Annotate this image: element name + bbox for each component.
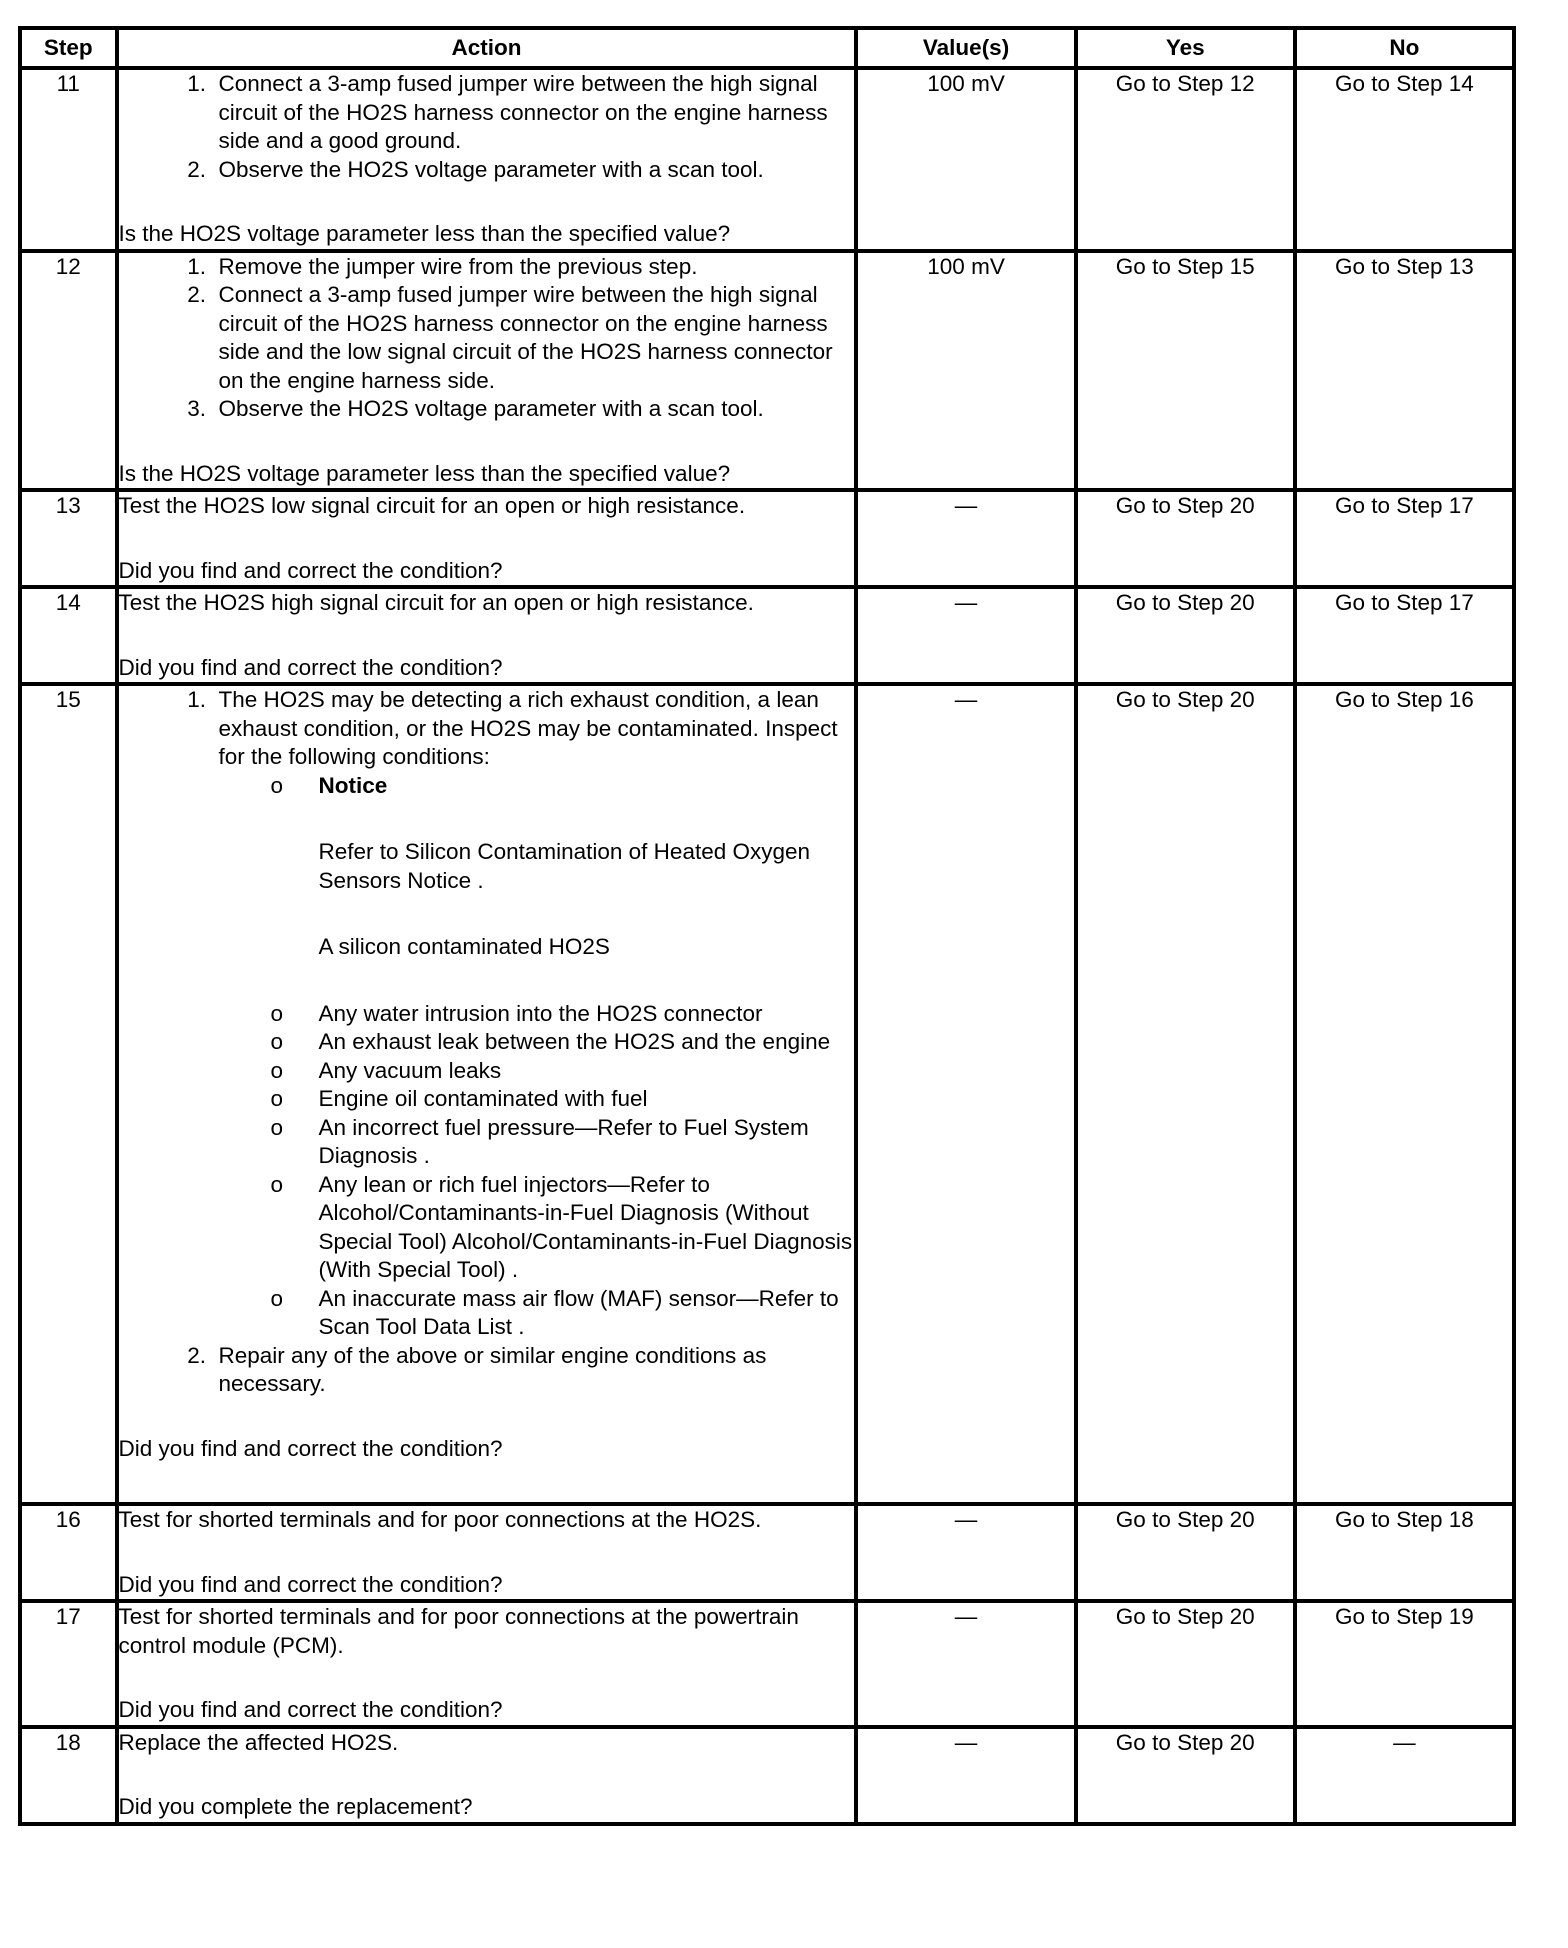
action-cell <box>117 68 857 251</box>
value-cell: — <box>856 1601 1075 1727</box>
condition-item: o Any lean or rich fuel injectors—Refer to Alcohol/Contaminants-in-Fuel Diagnosis (Without Special Tool) Alcohol/Contaminants-in-Fuel Diagnosis (With Special Tool) . <box>319 1171 855 1285</box>
condition-list <box>219 772 855 1342</box>
action-text: Test the HO2S high signal circuit for an open or high resistance. <box>118 590 754 615</box>
no-cell: Go to Step 16 <box>1295 684 1514 1504</box>
action-cell <box>117 684 857 1504</box>
action-cell <box>117 1601 857 1727</box>
action-step: 1. Remove the jumper wire from the previous step. <box>219 253 855 282</box>
header-step: Step <box>20 28 117 68</box>
header-yes: Yes <box>1076 28 1295 68</box>
step-number: 14 <box>20 587 117 684</box>
step-number: 11 <box>20 68 117 251</box>
action-steps <box>119 70 855 184</box>
yes-cell: Go to Step 12 <box>1076 68 1295 251</box>
action-text: Test for shorted terminals and for poor connections at the powertrain control module (PCM). <box>118 1604 799 1658</box>
step-number: 18 <box>20 1727 117 1824</box>
notice-body <box>319 838 855 962</box>
yes-cell: Go to Step 20 <box>1076 490 1295 587</box>
notice-text: A silicon contaminated HO2S <box>318 934 610 959</box>
action-cell <box>117 251 857 491</box>
action-question: Did you find and correct the condition? <box>118 1697 503 1722</box>
condition-item: o Engine oil contaminated with fuel <box>319 1085 855 1114</box>
no-cell: Go to Step 17 <box>1295 587 1514 684</box>
yes-cell: Go to Step 20 <box>1076 1504 1295 1601</box>
value-cell: — <box>856 587 1075 684</box>
no-cell: Go to Step 13 <box>1295 251 1514 491</box>
action-steps <box>119 686 855 1399</box>
no-cell: Go to Step 14 <box>1295 68 1514 251</box>
action-question: Did you find and correct the condition? <box>118 654 503 680</box>
value-cell: 100 mV <box>856 251 1075 491</box>
condition-item: o An inaccurate mass air flow (MAF) sensor—Refer to Scan Tool Data List . <box>319 1285 855 1342</box>
action-question: Did you complete the replacement? <box>118 1794 473 1819</box>
action-text: Replace the affected HO2S. <box>118 1729 399 1755</box>
action-step <box>219 686 855 1342</box>
step-number: 12 <box>20 251 117 491</box>
value-cell: — <box>856 490 1075 587</box>
table-row <box>20 1504 1514 1601</box>
yes-cell: Go to Step 20 <box>1076 587 1295 684</box>
table-row <box>20 1727 1514 1824</box>
notice-title: o Notice <box>318 772 388 798</box>
yes-cell: Go to Step 20 <box>1076 1601 1295 1727</box>
action-step: 2. Observe the HO2S voltage parameter with a scan tool. <box>219 156 855 185</box>
action-question: Is the HO2S voltage parameter less than the specified value? <box>118 460 731 486</box>
value-cell: — <box>856 684 1075 1504</box>
header-no: No <box>1295 28 1514 68</box>
table-row <box>20 68 1514 251</box>
table-row <box>20 1601 1514 1727</box>
header-action: Action <box>117 28 857 68</box>
yes-cell: Go to Step 20 <box>1076 1727 1295 1824</box>
action-steps <box>119 253 855 424</box>
action-question: Is the HO2S voltage parameter less than the specified value? <box>118 221 731 246</box>
action-cell <box>117 1727 857 1824</box>
table-row <box>20 490 1514 587</box>
condition-item: o Any water intrusion into the HO2S connector <box>319 1000 855 1029</box>
action-text: Test for shorted terminals and for poor connections at the HO2S. <box>118 1507 762 1532</box>
header-values: Value(s) <box>856 28 1075 68</box>
no-cell: Go to Step 17 <box>1295 490 1514 587</box>
table-row <box>20 587 1514 684</box>
action-cell <box>117 1504 857 1601</box>
table-row <box>20 684 1514 1504</box>
step-number: 13 <box>20 490 117 587</box>
yes-cell: Go to Step 15 <box>1076 251 1295 491</box>
action-step-text: The HO2S may be detecting a rich exhaust condition, a lean exhaust condition, or the HO2S may be contaminated. Inspect for the following conditions: <box>218 687 838 769</box>
value-cell: 100 mV <box>856 68 1075 251</box>
action-text: Test the HO2S low signal circuit for an open or high resistance. <box>118 493 746 518</box>
action-step: 2. Connect a 3-amp fused jumper wire between the high signal circuit of the HO2S harness connector on the engine harness side and the low signal circuit of the HO2S harness connector on the engine harness side. <box>219 281 855 395</box>
table-row <box>20 251 1514 491</box>
value-cell: — <box>856 1504 1075 1601</box>
step-number: 15 <box>20 684 117 1504</box>
diagnostic-table <box>18 26 1516 1826</box>
action-question: Did you find and correct the condition? <box>118 1435 503 1461</box>
step-number: 16 <box>20 1504 117 1601</box>
header-row <box>20 28 1514 68</box>
condition-item: o An exhaust leak between the HO2S and the engine <box>319 1028 855 1057</box>
notice-item <box>319 772 855 962</box>
condition-item: o Any vacuum leaks <box>319 1057 855 1086</box>
yes-cell: Go to Step 20 <box>1076 684 1295 1504</box>
notice-reference: Refer to Silicon Contamination of Heated Oxygen Sensors Notice . <box>318 839 811 893</box>
action-cell <box>117 490 857 587</box>
no-cell: — <box>1295 1727 1514 1824</box>
action-step: 2. Repair any of the above or similar engine conditions as necessary. <box>219 1342 855 1399</box>
action-step: 3. Observe the HO2S voltage parameter with a scan tool. <box>219 395 855 424</box>
action-question: Did you find and correct the condition? <box>118 557 503 583</box>
action-cell <box>117 587 857 684</box>
no-cell: Go to Step 18 <box>1295 1504 1514 1601</box>
action-step: 1. Connect a 3-amp fused jumper wire between the high signal circuit of the HO2S harness connector on the engine harness side and a good ground. <box>219 70 855 156</box>
value-cell: — <box>856 1727 1075 1824</box>
condition-item: o An incorrect fuel pressure—Refer to Fuel System Diagnosis . <box>319 1114 855 1171</box>
action-question: Did you find and correct the condition? <box>118 1571 503 1597</box>
no-cell: Go to Step 19 <box>1295 1601 1514 1727</box>
step-number: 17 <box>20 1601 117 1727</box>
